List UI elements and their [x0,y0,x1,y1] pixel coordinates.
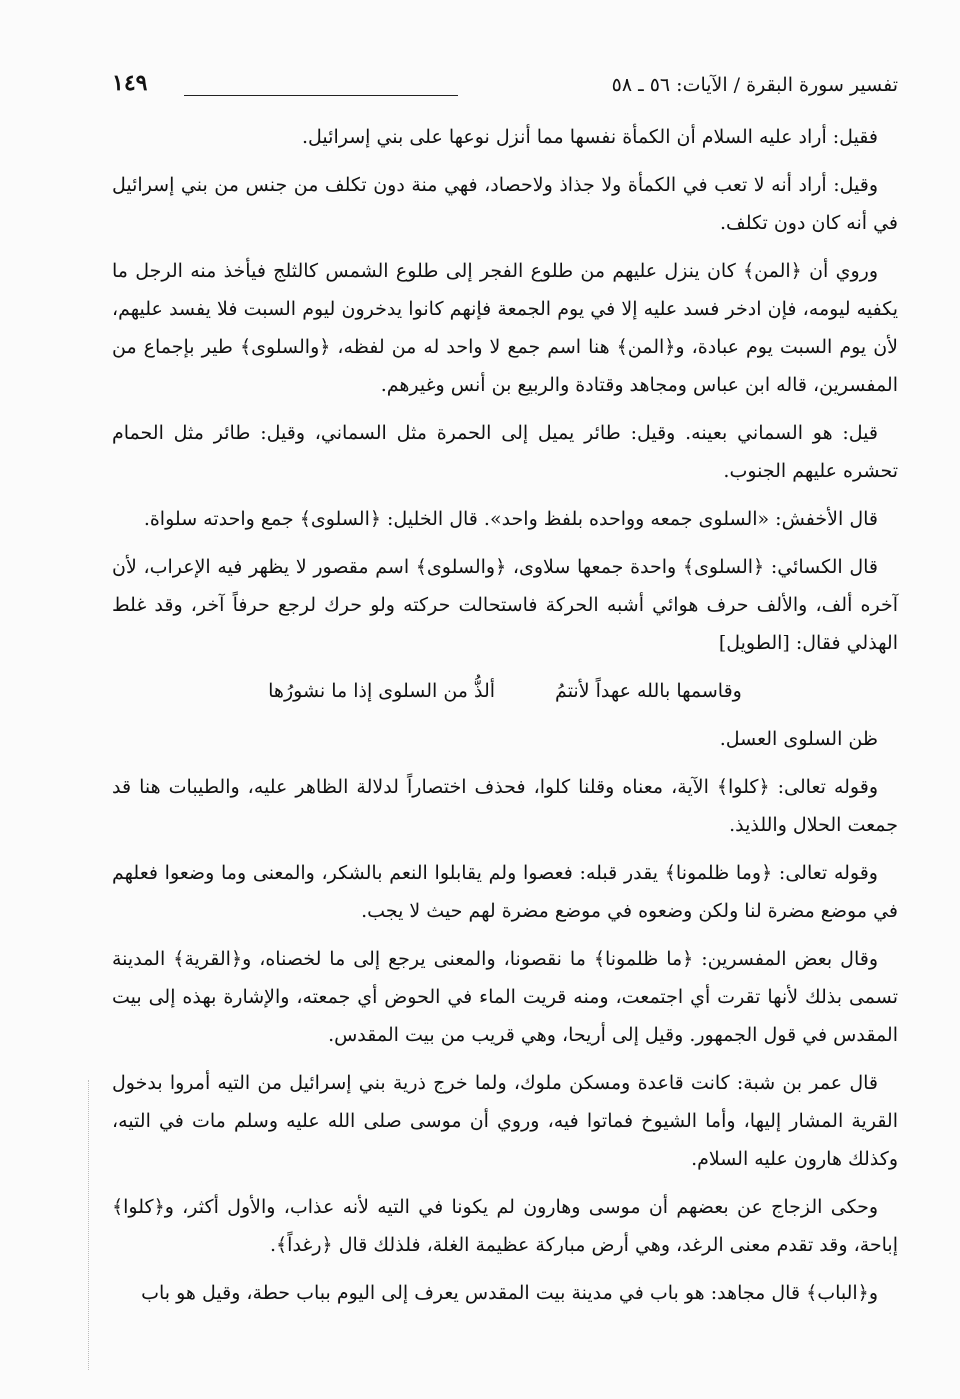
page-header [112,70,898,110]
verse-first-hemistich: وقاسمها بالله عهداً لأنتمُ [555,680,742,702]
paragraph: وروي أن ﴿المن﴾ كان ينزل عليهم من طلوع الفجر إلى طلوع الشمس كالثلج فيأخذ منه الرجل ما يكفيه ليومه، فإن ادخر فسد عليه إلا في يوم الجمعة فإنهم كانوا يدخرون ليوم السبت فلا يفسد عليهم، لأن يوم السبت يوم عبادة، و﴿المن﴾ هنا اسم جمع لا واحد له من لفظه، ﴿والسلوى﴾ طير بإجماع من المفسرين، قاله ابن عباس ومجاهد وقتادة والربيع بن أنس وغيرهم. [112,260,898,396]
paragraph: وقوله تعالى: ﴿وما ظلمونا﴾ يقدر قبله: فعصوا ولم يقابلوا النعم بالشكر، والمعنى وما وضعوا فعلهم في موضع مضرة لنا ولكن وضعوه في موضع مضرة لهم حيث لا يجب. [112,862,898,922]
verse-second-hemistich: ألذُّ من السلوى إذا ما نشورُها [268,680,496,702]
paragraph: قال الكسائي: ﴿السلوى﴾ واحدة جمعها سلاوى، ﴿والسلوى﴾ اسم مقصور لا يظهر فيه الإعراب، لأن آخره ألف، والألف حرف هوائي أشبه الحركة فاستحالت حركته ولو حرك لرجع حرفاً آخر، وقد غلط الهذلي فقال: [الطويل] [112,556,898,654]
paragraph: قيل: هو السماني بعينه. وقيل: طائر يميل إلى الحمرة مثل السماني، وقيل: طائر مثل الحمام تحشره عليهم الجنوب. [112,422,898,482]
paragraph: وقوله تعالى: ﴿كلوا﴾ الآية، معناه وقلنا كلوا، فحذف اختصاراً لدلالة الظاهر عليه، والطيبات هنا قد جمعت الحلال واللذيذ. [112,776,898,836]
paragraph: وحكى الزجاج عن بعضهم أن موسى وهارون لم يكونا في التيه لأنه عذاب، والأول أكثر، و﴿كلوا﴾ إباحة، وقد تقدم معنى الرغد، وهي أرض مباركة عظيمة الغلة، فلذلك قال ﴿رغداً﴾. [112,1196,898,1256]
page-number: ١٤٩ [112,70,148,96]
header-rule [184,95,458,96]
paragraph: فقيل: أراد عليه السلام أن الكمأة نفسها مما أنزل نوعها على بني إسرائيل. [302,126,878,148]
paragraph: وقيل: أراد أنه لا تعب في الكمأة ولا جذاذ ولاحصاد، فهي منة دون تكلف من جنس من بني إسرائيل في أنه كان دون تكلف. [112,174,898,234]
paragraph: و﴿الباب﴾ قال مجاهد: هو باب في مدينة بيت المقدس يعرف إلى اليوم بباب حطة، وقيل هو باب [141,1282,878,1304]
poetry-verse [112,672,898,710]
paragraph: ظن السلوى العسل. [719,728,878,750]
running-title: تفسير سورة البقرة / الآيات: ٥٦ ـ ٥٨ [611,74,898,96]
paragraph: قال عمر بن شبة: كانت قاعدة ومسكن ملوك، ولما خرج ذرية بني إسرائيل من التيه أمروا بدخول القرية المشار إليها، وأما الشيوخ فماتوا فيه، وروي أن موسى صلى الله عليه وسلم مات في التيه، وكذلك هارون عليه السلام. [112,1072,898,1170]
scan-margin-line [88,1080,89,1370]
body-text [112,118,898,1322]
paragraph: وقال بعض المفسرين: ﴿ما ظلمونا﴾ ما نقصونا، والمعنى يرجع إلى ما لخصناه، و﴿القرية﴾ المدينة تسمى بذلك لأنها تقرت أي اجتمعت، ومنه قريت الماء في الحوض أي جمعته، والإشارة بهذه إلى بيت المقدس في قول الجمهور. وقيل إلى أريحا، وهي قريب من بيت المقدس. [112,948,898,1046]
paragraph: قال الأخفش: «السلوى جمعه وواحده بلفظ واحد». قال الخليل: ﴿السلوى﴾ جمع واحدته سلواة. [143,508,878,530]
